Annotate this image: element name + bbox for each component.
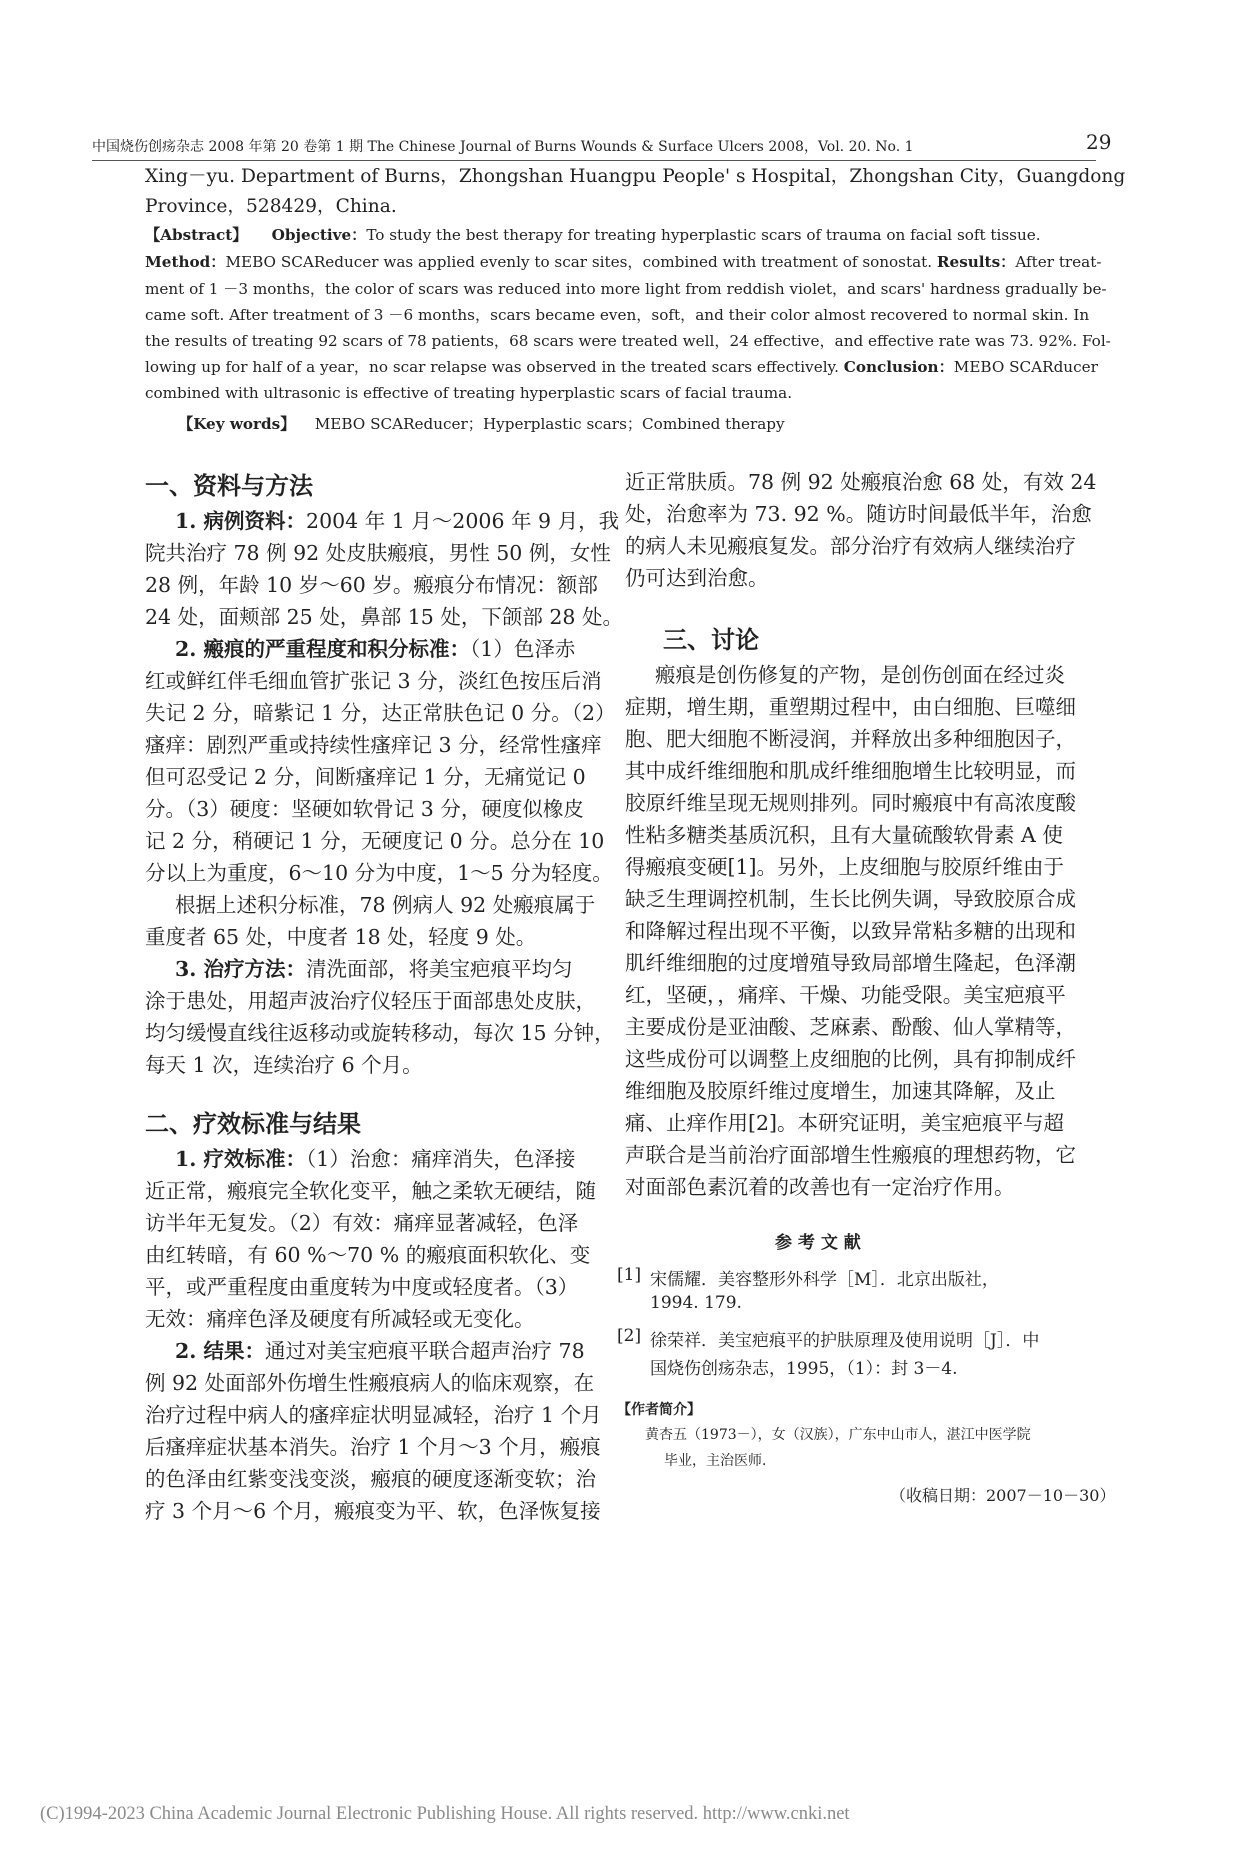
s1-p1-line: 28 例，年龄 10 岁～60 岁。瘢痕分布情况：额部 [145,573,598,597]
objective-text: To study the best therapy for treating hyperplastic scars of trauma on facial soft tissue. [366,226,1041,244]
s2-p2-line: 疗 3 个月～6 个月，瘢痕变为平、软，色泽恢复接 [145,1499,601,1523]
s3-line: 缺乏生理调控机制，生长比例失调，导致胶原合成 [625,887,1076,911]
abstract-line-7: combined with ultrasonic is effective of treating hyperplastic scars of facial trauma. [145,384,793,402]
s1-p2-line: 瘙痒：剧烈严重或持续性瘙痒记 3 分，经常性瘙痒 [145,733,602,757]
section-2-title: 二、疗效标准与结果 [145,1109,361,1138]
s2-p2-line: 例 92 处面部外伤增生性瘢痕病人的临床观察，在 [145,1371,595,1395]
s2-p2-line-1 [175,1334,585,1364]
right-col-line: 仍可达到治愈。 [625,566,769,590]
s1-p1-line: 院共治疗 78 例 92 处皮肤瘢痕，男性 50 例，女性 [145,541,611,565]
s1-p2-line: 红或鲜红伴毛细血管扩张记 3 分，淡红色按压后消 [145,669,602,693]
received-date: （收稿日期：2007－10－30） [890,1486,1116,1505]
s1-p2-line: 分。（3）硬度：坚硬如软骨记 3 分，硬度似橡皮 [145,797,584,821]
s2-p1-line: 访半年无复发。（2）有效：痛痒显著减轻，色泽 [145,1211,579,1235]
section-3-title: 三、讨论 [663,625,759,654]
reference-2-line-1: 徐荣祥．美宝疤痕平的护肤原理及使用说明［J］．中 [650,1331,1040,1351]
s3-line: 这些成份可以调整上皮细胞的比例，具有抑制成纤 [625,1047,1076,1071]
s1-p4-line: 每天 1 次，连续治疗 6 个月。 [145,1053,423,1077]
s2-p1-line: 平，或严重程度由重度转为中度或轻度者。（3） [145,1275,579,1299]
s3-line: 胞、肥大细胞不断浸润，并释放出多种细胞因子， [625,727,1076,751]
affiliation-line-1: Xing－yu. Department of Burns，Zhongshan Huangpu People' s Hospital，Zhongshan City，Guangdong [145,166,1126,187]
reference-1-num: [1] [617,1265,642,1285]
author-info-tag: 【作者简介】 [617,1402,701,1418]
references-title: 参 考 文 献 [775,1233,861,1253]
results-label: Results： [936,253,1016,271]
s2-p1-first: （1）治愈：痛痒消失，色泽接 [306,1147,576,1171]
s2-p1-line-1 [175,1142,575,1172]
s2-p2-line: 治疗过程中病人的瘙痒症状明显减轻，治疗 1 个月 [145,1403,602,1427]
s2-p2-first: 通过对美宝疤痕平联合超声治疗 78 [265,1339,585,1363]
s1-p4-first: 清洗面部，将美宝疤痕平均匀 [306,957,573,981]
s3-line: 胶原纤维呈现无规则排列。同时瘢痕中有高浓度酸 [625,791,1076,815]
s2-p2-line: 的色泽由红紫变浅变淡，瘢痕的硬度逐渐变软；治 [145,1467,596,1491]
abstract-line-3: ment of 1 －3 months，the color of scars was reduced into more light from reddish violet，and scars' hardness gradually be- [145,280,1107,298]
method-text: MEBO SCAReducer was applied evenly to scar sites，combined with treatment of sonostat. [225,253,933,271]
s1-p2-label: 2. 瘢痕的严重程度和积分标准： [175,637,471,661]
author-info-line-2: 毕业，主治医师． [664,1453,776,1469]
s1-p2-line-1 [175,632,575,662]
s3-line: 红，坚硬，，痛痒、干燥、功能受限。美宝疤痕平 [625,983,1066,1007]
s1-p1-line-1 [175,504,619,534]
section-1-title: 一、资料与方法 [145,471,313,500]
s1-p1-line: 24 处，面颊部 25 处，鼻部 15 处，下颌部 28 处。 [145,605,623,629]
s1-p1-label: 1. 病例资料： [175,509,307,533]
abstract-line-5: the results of treating 92 scars of 78 patients，68 scars were treated well，24 effective，and effective rate was 73. 92%. Fol- [145,332,1111,350]
s3-line: 主要成份是亚油酸、芝麻素、酚酸、仙人掌精等， [625,1015,1076,1039]
conclusion-text: MEBO SCARducer [953,358,1098,376]
s1-p3-line: 根据上述积分标准，78 例病人 92 处瘢痕属于 [175,893,596,917]
s1-p2-line: 失记 2 分，暗紫记 1 分，达正常肤色记 0 分。（2） [145,701,616,725]
s3-line: 声联合是当前治疗面部增生性瘢痕的理想药物，它 [625,1143,1076,1167]
reference-1-line-1: 宋儒耀．美容整形外科学［M］．北京出版社， [650,1270,999,1290]
running-header: 中国烧伤创疡杂志 2008 年第 20 卷第 1 期 The Chinese Journal of Burns Wounds & Surface Ulcers 2008，Vol. 20. No. 1 [92,139,914,155]
reference-2-num: [2] [617,1326,642,1346]
abstract-line-1 [145,224,1041,245]
affiliation-line-2: Province，528429，China. [145,196,397,217]
s2-p2-label: 2. 结果： [175,1339,266,1363]
right-col-line: 的病人未见瘢痕复发。部分治疗有效病人继续治疗 [625,534,1076,558]
s2-p1-line: 近正常，瘢痕完全软化变平，触之柔软无硬结，随 [145,1179,596,1203]
copyright-footer: (C)1994-2023 China Academic Journal Electronic Publishing House. All rights reserved. http://www.cnki.net [40,1804,850,1824]
s1-p1-first: 2004 年 1 月～2006 年 9 月，我 [306,509,620,533]
right-col-line: 近正常肤质。78 例 92 处瘢痕治愈 68 处，有效 24 [625,470,1097,494]
s1-p2-line: 但可忍受记 2 分，间断瘙痒记 1 分，无痛觉记 0 [145,765,586,789]
author-info-line-1: 黄杏五（1973－），女（汉族），广东中山市人，湛江中医学院 [645,1427,1031,1443]
right-col-line: 处，治愈率为 73. 92 %。随访时间最低半年，治愈 [625,502,1092,526]
s1-p2-line: 分以上为重度，6～10 分为中度，1～5 分为轻度。 [145,861,613,885]
s3-line: 瘢痕是创伤修复的产物，是创伤创面在经过炎 [655,663,1065,687]
s1-p4-line: 均匀缓慢直线往返移动或旋转移动，每次 15 分钟， [145,1021,615,1045]
keywords-text: MEBO SCAReducer；Hyperplastic scars；Combined therapy [314,415,785,433]
reference-1-line-2: 1994. 179. [650,1293,742,1313]
s2-p2-line: 后瘙痒症状基本消失。治疗 1 个月～3 个月，瘢痕 [145,1435,601,1459]
abstract-line-6 [145,356,1098,377]
s3-line: 得瘢痕变硬[1]。另外，上皮细胞与胶原纤维由于 [625,855,1065,879]
s3-line: 其中成纤维细胞和肌成纤维细胞增生比较明显，而 [625,759,1076,783]
abstract-line-6-text: lowing up for half of a year，no scar relapse was observed in the treated scars effectively. [145,358,839,376]
s3-line: 痛、止痒作用[2]。本研究证明，美宝疤痕平与超 [625,1111,1065,1135]
s1-p2-line: 记 2 分，稍硬记 1 分，无硬度记 0 分。总分在 10 [145,829,605,853]
keywords [178,413,785,434]
conclusion-label: Conclusion： [843,358,954,376]
objective-label: Objective： [271,226,367,244]
s2-p1-label: 1. 疗效标准： [175,1147,307,1171]
results-text: After treat- [1015,253,1102,271]
s3-line: 对面部色素沉着的改善也有一定治疗作用。 [625,1175,1015,1199]
abstract-line-2 [145,251,1101,272]
s1-p4-label: 3. 治疗方法： [175,957,307,981]
s1-p3-line: 重度者 65 处，中度者 18 处，轻度 9 处。 [145,925,537,949]
s3-line: 肌纤维细胞的过度增殖导致局部增生隆起，色泽潮 [625,951,1076,975]
s3-line: 和降解过程出现不平衡，以致异常粘多糖的出现和 [625,919,1076,943]
s3-line: 性粘多糖类基质沉积，且有大量硫酸软骨素 A 使 [625,823,1063,847]
abstract-tag: 【Abstract】 [145,226,248,244]
s3-line: 维细胞及胶原纤维过度增生，加速其降解，及止 [625,1079,1056,1103]
reference-2-line-2: 国烧伤创疡杂志，1995，（1）：封 3－4. [650,1359,958,1379]
s1-p4-line-1 [175,952,573,982]
s1-p4-line: 涂于患处，用超声波治疗仪轻压于面部患处皮肤， [145,989,596,1013]
page-number: 29 [1086,130,1112,154]
s2-p1-line: 由红转暗，有 60 %～70 % 的瘢痕面积软化、变 [145,1243,591,1267]
keywords-tag: 【Key words】 [178,415,296,433]
header-rule [92,160,1096,161]
s1-p2-first: （1）色泽赤 [470,637,576,661]
s3-line: 症期，增生期，重塑期过程中，由白细胞、巨噬细 [625,695,1076,719]
method-label: Method： [145,253,226,271]
s2-p1-line: 无效：痛痒色泽及硬度有所减轻或无变化。 [145,1307,535,1331]
abstract-line-4: came soft. After treatment of 3 －6 months，scars became even，soft，and their color almost recovered to normal skin. In [145,306,1090,324]
